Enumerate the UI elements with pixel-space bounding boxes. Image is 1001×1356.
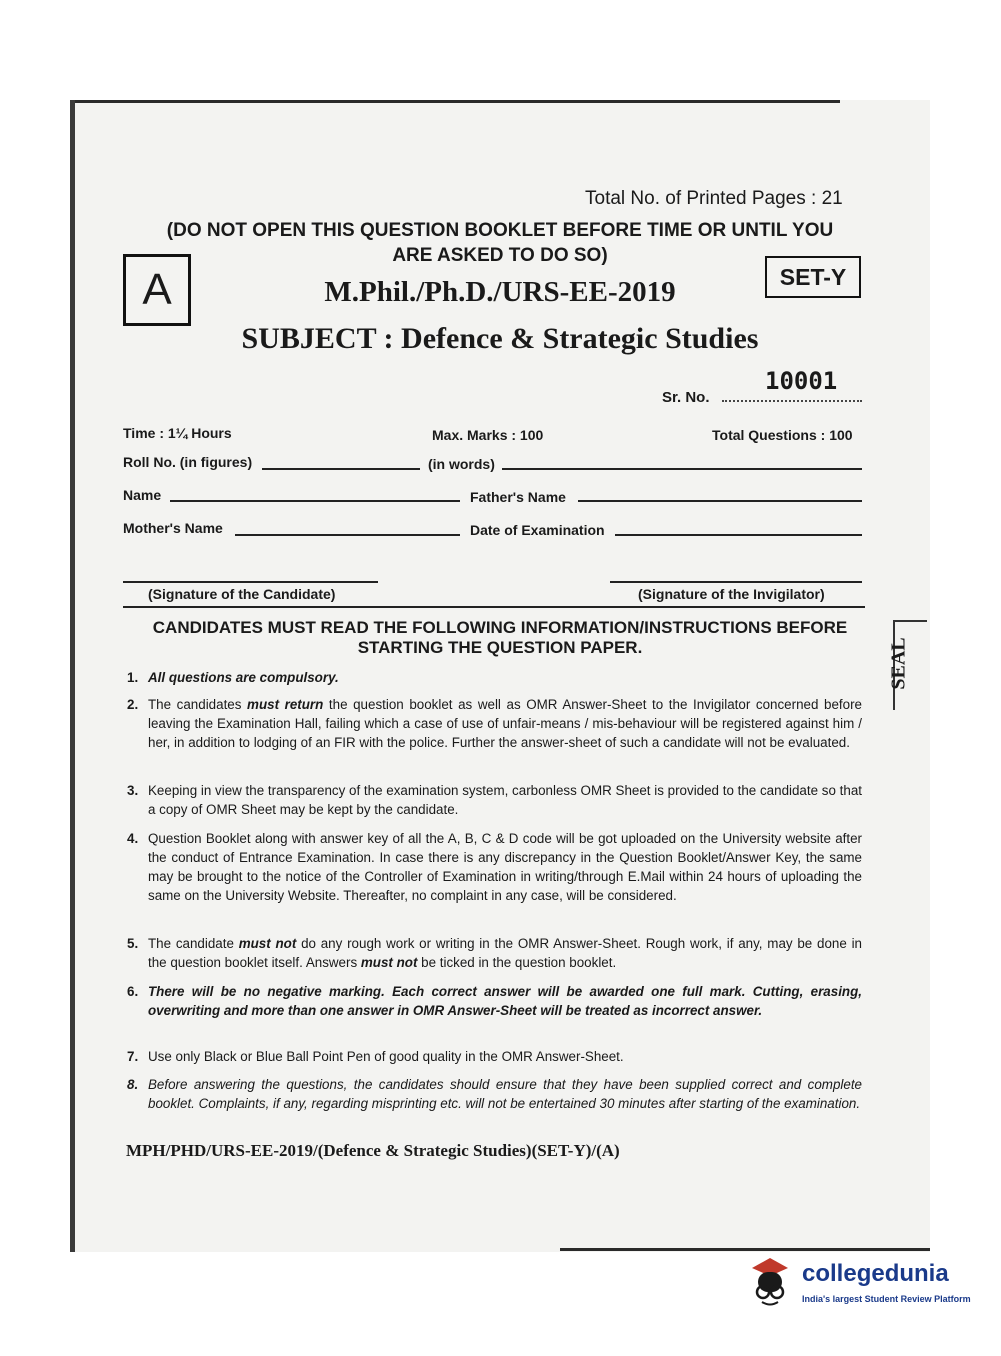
mascot-icon [742, 1254, 798, 1310]
item-number: 4. [127, 831, 139, 846]
brand-name: collegedunia [802, 1260, 949, 1287]
item-text: Keeping in view the transparency of the examination system, carbonless OMR Sheet is provided to the candidate so that a copy of OMR Sheet may be kept by the candidate. [148, 783, 862, 817]
item-text: The candidates [148, 697, 248, 712]
serial-line [722, 400, 862, 402]
item-number: 3. [127, 783, 139, 798]
item-text: There will be no negative marking. Each correct answer will be awarded one full mark. Cutting, erasing, overwriting and more than one answer in OMR Answer-Sheet will be treated as incorrect answer. [148, 984, 862, 1018]
item-number: 2. [127, 697, 139, 712]
instructions-title-line: STARTING THE QUESTION PAPER. [357, 638, 643, 657]
mother-name-label: Mother's Name [123, 520, 223, 536]
serial-label: Sr. No. [662, 389, 710, 406]
exam-date-field[interactable] [615, 534, 862, 536]
item-number: 6. [127, 984, 139, 999]
instruction-item [127, 982, 862, 1020]
footer-code: MPH/PHD/URS-EE-2019/(Defence & Strategic Studies)(SET-Y)/(A) [126, 1141, 620, 1160]
instruction-item [127, 1075, 862, 1113]
brand-logo[interactable] [742, 1254, 992, 1314]
time-label: Time : 1¼ Hours [123, 425, 232, 441]
instruction-item [127, 668, 862, 687]
instruction-item [127, 781, 862, 819]
divider [123, 606, 865, 608]
exam-date-label: Date of Examination [470, 522, 605, 538]
item-text: The candidate [148, 936, 239, 951]
set-badge: SET-Y [765, 256, 861, 298]
item-emphasis: must not [360, 955, 418, 970]
father-name-field[interactable] [578, 500, 862, 502]
item-emphasis: must not [238, 936, 297, 951]
roll-figures-label: Roll No. (in figures) [123, 454, 253, 470]
item-number: 1. [127, 670, 139, 685]
candidate-signature-field[interactable] [123, 581, 378, 583]
mother-name-field[interactable] [235, 534, 460, 536]
exam-title: M.Phil./Ph.D./URS-EE-2019 [324, 276, 676, 308]
invigilator-signature-label: (Signature of the Invigilator) [638, 586, 825, 602]
page-edge [70, 100, 840, 103]
item-text: Question Booklet along with answer key of all the A, B, C & D code will be got uploaded on the University website after the conduct of Entrance Examination. In case there is any discrepancy in the Question Booklet/Answer Key, the same may be brought to the notice of the Controller of Examination in writing/through E.Mail within 24 hours of uploading the same on the University Website. Thereafter, no complaint in any case, will be considered. [148, 831, 862, 903]
item-emphasis: must return [247, 697, 324, 712]
item-number: 8. [127, 1077, 139, 1092]
candidate-signature-label: (Signature of the Candidate) [148, 586, 336, 602]
item-text: do any rough work or writing in the OMR Answer-Sheet. Rough work, if any, may be done in the question booklet itself. Answers [148, 936, 863, 970]
instruction-item [127, 695, 862, 752]
page-edge [70, 100, 75, 1252]
instruction-item [127, 934, 862, 972]
father-name-label: Father's Name [470, 489, 566, 505]
instructions-title [120, 618, 880, 658]
instruction-item [127, 1047, 862, 1066]
warning-line: ARE ASKED TO DO SO) [392, 245, 608, 266]
item-text: the question booklet as well as OMR Answer-Sheet to the Invigilator concerned before leaving the Examination Hall, failing which a case of use of unfair-means / mis-behaviour will be registered against him / her, in addition to lodging of an FIR with the police. Further the answer-sheet of such a candidate will not be evaluated. [148, 697, 862, 750]
roll-words-field[interactable] [502, 468, 862, 470]
invigilator-signature-field[interactable] [610, 581, 862, 583]
subject-title: SUBJECT : Defence & Strategic Studies [241, 322, 759, 355]
total-questions-label: Total Questions : 100 [712, 427, 853, 443]
item-text: Before answering the questions, the candidates should ensure that they have been supplied correct and complete booklet. Complaints, if any, regarding misprinting etc. will not be entertained 30 minutes after starting of the examination. [148, 1077, 862, 1111]
item-number: 5. [127, 936, 139, 951]
instruction-item [127, 829, 862, 905]
item-text: All questions are compulsory. [148, 670, 339, 685]
seal-text: SEAL [887, 637, 910, 690]
booklet-code: A [123, 254, 191, 326]
max-marks-label: Max. Marks : 100 [432, 427, 544, 443]
warning-line: (DO NOT OPEN THIS QUESTION BOOKLET BEFORE TIME OR UNTIL YOU [166, 220, 834, 241]
instructions-title-line: CANDIDATES MUST READ THE FOLLOWING INFORMATION/INSTRUCTIONS BEFORE [152, 618, 848, 637]
roll-figures-field[interactable] [262, 468, 420, 470]
page-edge [560, 1248, 930, 1251]
item-number: 7. [127, 1049, 139, 1064]
serial-number: 10001 [765, 367, 838, 395]
total-pages: Total No. of Printed Pages : 21 [585, 188, 843, 209]
item-text: Use only Black or Blue Ball Point Pen of good quality in the OMR Answer-Sheet. [148, 1049, 624, 1064]
name-label: Name [123, 487, 162, 503]
roll-words-label: (in words) [428, 456, 495, 472]
name-field[interactable] [170, 500, 460, 502]
brand-tagline: India's largest Student Review Platform [802, 1294, 971, 1304]
seal-stamp [887, 620, 927, 710]
item-text: be ticked in the question booklet. [417, 955, 617, 970]
